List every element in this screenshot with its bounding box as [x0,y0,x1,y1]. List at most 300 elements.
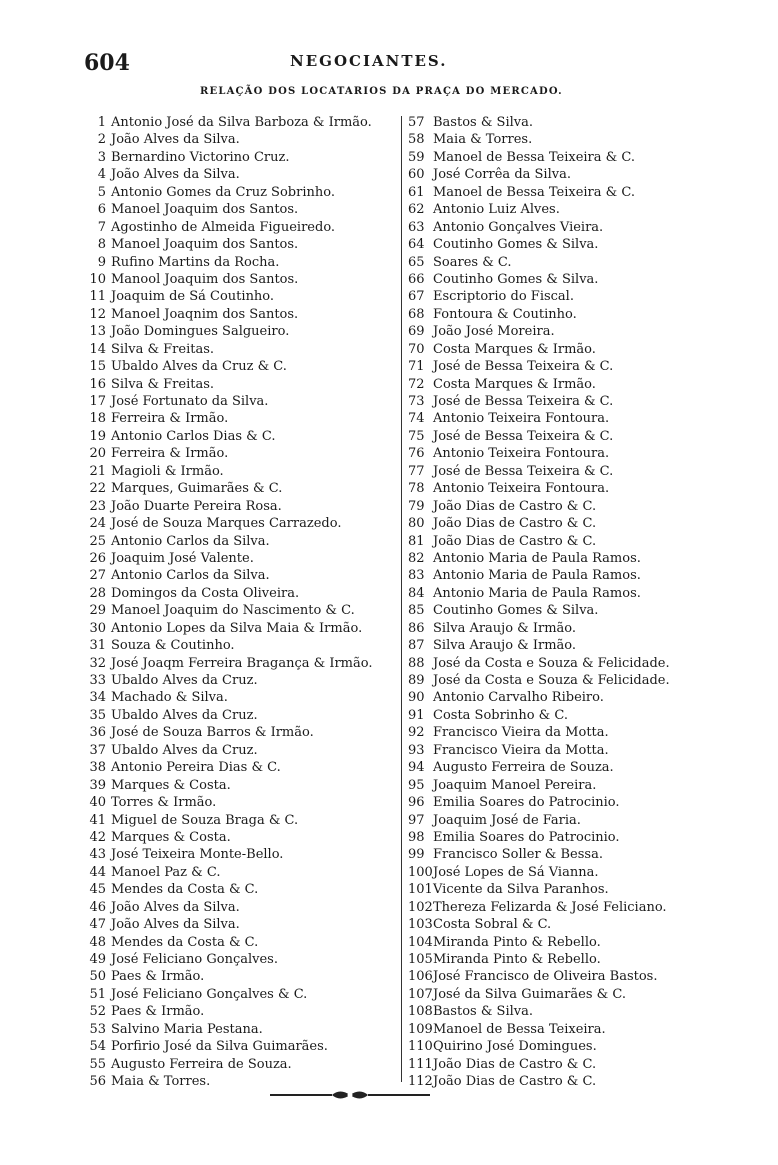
list-item [408,533,748,550]
list-item [84,288,398,305]
tenant-name: Agostinho de Almeida Figueiredo. [111,219,336,235]
list-item [408,637,748,654]
tenant-name: Antonio Carlos da Silva. [111,533,270,549]
list-item [84,376,398,393]
list-item [408,585,748,602]
tenant-name: Magioli & Irmão. [111,463,224,479]
tenant-name: Manoel Joaqnim dos Santos. [111,306,299,322]
tenant-name: Emilia Soares do Patrocinio. [433,795,620,811]
entry-number: 101 [408,882,433,898]
entry-number: 11 [89,289,106,305]
tenant-name: José de Souza Barros & Irmão. [111,725,314,741]
list-item [408,864,748,881]
entry-number: 59 [408,149,425,165]
entry-number: 76 [408,446,425,462]
entry-number: 78 [408,481,425,497]
entry-number: 39 [89,777,106,793]
entry-number: 17 [89,394,106,409]
tenant-name: Mendes da Costa & C. [111,934,259,950]
entry-number: 110 [408,1039,433,1055]
entry-number: 102 [408,899,433,915]
list-item [408,881,748,898]
entry-number: 82 [408,550,425,566]
list-item [408,201,748,218]
tenant-name: Paes & Irmão. [111,1004,205,1020]
list-item [84,201,398,218]
tenant-name: Ubaldo Alves da Cruz. [111,742,258,758]
list-item [84,986,398,1003]
list-item [84,864,398,881]
tenant-name: Antonio Teixeira Fontoura. [433,481,610,497]
entry-number: 49 [89,952,106,967]
tenant-name: José Teixeira Monte-Bello. [111,847,284,863]
list-item [84,149,398,166]
tenant-name: Manoel Joaquim do Nascimento & C. [111,603,355,619]
tenant-name: Francisco Soller & Bessa. [433,847,603,863]
tenant-name: Antonio Carlos da Silva. [111,568,270,584]
tenant-name: João Dias de Castro & C. [433,1056,597,1072]
tenant-name: José de Bessa Teixeira & C. [433,394,614,409]
list-item [84,410,398,427]
tenant-name: José de Souza Marques Carrazedo. [111,516,342,532]
entry-number: 93 [408,742,425,758]
tenant-name: José Francisco de Oliveira Bastos. [433,969,658,985]
tenant-name: Silva Araujo & Irmão. [433,638,577,654]
tenant-name: Maia & Torres. [433,132,533,148]
entry-number: 86 [408,620,425,636]
list-item [408,567,748,584]
entry-number: 24 [89,516,106,532]
running-head: NEGOCIANTES. [290,52,448,70]
tenant-name: Coutinho Gomes & Silva. [433,271,599,287]
tenant-name: José Feliciano Gonçalves. [111,952,278,967]
tenant-name: Augusto Ferreira de Souza. [433,760,614,776]
tenant-name: João Dias de Castro & C. [433,516,597,532]
list-item [408,707,748,724]
tenant-name: João Alves da Silva. [111,899,240,915]
tenant-name: Coutinho Gomes & Silva. [433,603,599,619]
entry-number: 44 [89,864,106,880]
tenant-name: Mendes da Costa & C. [111,882,259,898]
tenant-name: Costa Sobrinho & C. [433,707,569,723]
entry-number: 100 [408,864,433,880]
tenant-name: Ubaldo Alves da Cruz. [111,707,258,723]
list-item [84,934,398,951]
entry-number: 23 [89,498,106,514]
tenant-name: Antonio Teixeira Fontoura. [433,446,610,462]
list-item [84,759,398,776]
tenant-name: Costa Sobral & C. [433,917,552,933]
tenant-name: Marques & Costa. [111,777,231,793]
entry-number: 65 [408,254,425,270]
tenant-name: Manoel Joaquim dos Santos. [111,202,299,218]
entry-number: 48 [89,934,106,950]
list-item [408,777,748,794]
list-item [84,724,398,741]
entry-number: 69 [408,324,425,340]
list-item [408,149,748,166]
list-item [408,236,748,253]
list-item [408,1056,748,1073]
list-item [408,166,748,183]
entry-number: 3 [97,149,106,165]
tenant-name: Ubaldo Alves da Cruz & C. [111,359,287,375]
entry-number: 91 [408,707,425,723]
list-item [84,341,398,358]
entry-number: 14 [89,341,106,357]
list-item [84,445,398,462]
list-item [408,254,748,271]
list-item [408,899,748,916]
tenant-name: José Feliciano Gonçalves & C. [111,986,308,1002]
list-item [408,288,748,305]
entry-number: 81 [408,533,425,549]
entry-number: 47 [89,917,106,933]
tenant-name: Ferreira & Irmão. [111,446,229,462]
entry-number: 95 [408,777,425,793]
list-item [408,271,748,288]
tenant-name: José Joaqm Ferreira Bragança & Irmão. [111,655,373,671]
tenant-name: Antonio Carlos Dias & C. [111,428,276,444]
list-item [408,968,748,985]
list-item [84,306,398,323]
list-item [408,358,748,375]
list-item [84,689,398,706]
tenant-name: Domingos da Costa Oliveira. [111,585,300,601]
list-item [84,846,398,863]
entry-number: 10 [89,271,106,287]
tenant-name: Joaquim de Sá Coutinho. [111,289,275,305]
entry-number: 55 [89,1056,106,1072]
list-item [408,620,748,637]
entry-number: 30 [89,620,106,636]
entry-number: 1 [97,115,106,130]
tenant-name: Coutinho Gomes & Silva. [433,237,599,253]
entry-number: 89 [408,673,425,688]
entry-number: 92 [408,725,425,741]
tenant-name: Vicente da Silva Paranhos. [433,882,609,898]
tenant-name: João José Moreira. [433,324,555,340]
list-item [408,655,748,672]
entry-number: 70 [408,341,425,357]
tenant-name: João Domingues Salgueiro. [111,324,290,340]
tenant-name: José da Silva Guimarães & C. [433,986,626,1002]
tenant-name: Silva Araujo & Irmão. [433,620,577,636]
tenant-name: Manool Joaquim dos Santos. [111,271,299,287]
list-item [84,968,398,985]
list-item [84,829,398,846]
tenant-name: Joaquim José de Faria. [433,812,581,828]
list-item [84,1021,398,1038]
list-item [408,689,748,706]
list-item [408,131,748,148]
list-item [84,166,398,183]
list-subtitle: RELAÇÃO DOS LOCATARIOS DA PRAÇA DO MERCADO. [200,86,563,97]
entry-number: 8 [97,237,106,253]
tenant-name: João Dias de Castro & C. [433,498,597,514]
tenant-name: Manoel de Bessa Teixeira. [433,1021,606,1037]
entry-number: 104 [408,934,433,950]
list-item [84,533,398,550]
entry-number: 61 [408,184,425,200]
tenant-name: Antonio Lopes da Silva Maia & Irmão. [111,620,363,636]
entry-number: 40 [89,795,106,811]
entry-number: 77 [408,463,425,479]
entry-number: 75 [408,428,425,444]
entry-number: 42 [89,829,106,845]
list-item [84,672,398,689]
entry-number: 9 [97,254,106,270]
entry-number: 2 [97,132,106,148]
tenant-name: José Corrêa da Silva. [433,167,571,183]
list-item [84,498,398,515]
list-item [408,480,748,497]
list-item [84,428,398,445]
list-item [84,184,398,201]
entry-number: 71 [408,359,425,375]
tenant-name: Francisco Vieira da Motta. [433,725,609,741]
entry-number: 57 [408,115,425,130]
tenant-name: Machado & Silva. [111,690,228,706]
list-item [84,585,398,602]
entry-number: 37 [89,742,106,758]
entry-number: 31 [89,638,106,654]
entry-number: 58 [408,132,425,148]
entry-number: 112 [408,1074,433,1090]
list-item [84,899,398,916]
list-item [408,934,748,951]
tenant-name: José de Bessa Teixeira & C. [433,359,614,375]
tenant-list-right [408,114,748,1091]
list-item [84,916,398,933]
list-item [408,341,748,358]
entry-number: 74 [408,411,425,427]
entry-number: 83 [408,568,425,584]
entry-number: 67 [408,289,425,305]
list-item [84,602,398,619]
entry-number: 72 [408,376,425,392]
entry-number: 109 [408,1021,433,1037]
list-item [408,846,748,863]
tenant-name: Rufino Martins da Rocha. [111,254,280,270]
list-item [84,254,398,271]
entry-number: 12 [89,306,106,322]
list-item [408,602,748,619]
list-item [408,759,748,776]
entry-number: 28 [89,585,106,601]
entry-number: 19 [89,428,106,444]
entry-number: 16 [89,376,106,392]
list-item [408,445,748,462]
entry-number: 51 [89,986,106,1002]
entry-number: 97 [408,812,425,828]
tenant-name: Antonio Pereira Dias & C. [111,760,281,776]
list-item [408,114,748,131]
tenant-name: Escriptorio do Fiscal. [433,289,574,305]
tenant-name: Bernardino Victorino Cruz. [111,149,290,165]
tenant-name: Bastos & Silva. [433,1004,533,1020]
entry-number: 63 [408,219,425,235]
tenant-name: Silva & Freitas. [111,376,215,392]
tenant-name: Marques & Costa. [111,829,231,845]
entry-number: 18 [89,411,106,427]
tenant-name: José da Costa e Souza & Felicidade. [433,655,670,671]
list-item [84,323,398,340]
list-item [408,410,748,427]
list-item [84,463,398,480]
entry-number: 34 [89,690,106,706]
list-item [408,376,748,393]
entry-number: 7 [97,219,106,235]
list-item [84,358,398,375]
tenant-name: Antonio Gomes da Cruz Sobrinho. [111,184,335,200]
list-item [84,1003,398,1020]
list-item [84,567,398,584]
list-item [408,724,748,741]
tenant-name: Emilia Soares do Patrocinio. [433,829,620,845]
entry-number: 106 [408,969,433,985]
tenant-name: João Duarte Pereira Rosa. [111,498,282,514]
entry-number: 33 [89,673,106,688]
entry-number: 13 [89,324,106,340]
list-item [408,794,748,811]
tenant-name: Ubaldo Alves da Cruz. [111,673,258,688]
tenant-name: José da Costa e Souza & Felicidade. [433,673,670,688]
column-divider [401,116,402,1082]
list-item [408,306,748,323]
list-item [84,881,398,898]
entry-number: 21 [89,463,106,479]
entry-number: 96 [408,795,425,811]
list-item [408,1021,748,1038]
entry-number: 88 [408,655,425,671]
list-item [84,393,398,410]
tenant-name: Soares & C. [433,254,512,270]
entry-number: 53 [89,1021,106,1037]
list-item [408,986,748,1003]
entry-number: 26 [89,550,106,566]
tenant-name: Salvino Maria Pestana. [111,1021,263,1037]
list-item [84,812,398,829]
entry-number: 22 [89,481,106,497]
list-item [408,393,748,410]
entry-number: 20 [89,446,106,462]
entry-number: 6 [97,202,106,218]
tenant-name: Miranda Pinto & Rebello. [433,934,601,950]
list-item [408,428,748,445]
tenant-name: Antonio Maria de Paula Ramos. [433,568,641,584]
entry-number: 41 [89,812,106,828]
tenant-name: José Lopes de Sá Vianna. [433,864,599,880]
list-item [408,951,748,968]
tenant-name: Antonio Luiz Alves. [433,202,560,218]
list-item [84,114,398,131]
tenant-name: Joaquim Manoel Pereira. [433,777,597,793]
tenant-name: Costa Marques & Irmão. [433,376,596,392]
list-item [408,829,748,846]
list-item [84,236,398,253]
tenant-name: Torres & Irmão. [111,795,217,811]
list-item [408,672,748,689]
list-item [84,131,398,148]
list-item [84,777,398,794]
tenant-name: João Dias de Castro & C. [433,533,597,549]
entry-number: 50 [89,969,106,985]
tenant-name: João Dias de Castro & C. [433,1074,597,1090]
entry-number: 5 [97,184,106,200]
list-item [84,742,398,759]
tenant-name: Manoel de Bessa Teixeira & C. [433,184,635,200]
entry-number: 66 [408,271,425,287]
tenant-name: José Fortunato da Silva. [111,394,269,409]
entry-number: 54 [89,1039,106,1055]
entry-number: 105 [408,952,433,967]
tenant-name: Miranda Pinto & Rebello. [433,952,601,967]
tenant-name: Antonio Gonçalves Vieira. [433,219,604,235]
entry-number: 15 [89,359,106,375]
entry-number: 38 [89,760,106,776]
entry-number: 32 [89,655,106,671]
tenant-name: Antonio José da Silva Barboza & Irmão. [111,115,372,130]
tenant-name: Joaquim José Valente. [111,550,254,566]
tenant-name: Antonio Teixeira Fontoura. [433,411,610,427]
list-item [84,620,398,637]
entry-number: 84 [408,585,425,601]
list-item [84,707,398,724]
list-item [84,1038,398,1055]
tenant-list-left [84,114,398,1091]
list-item [408,184,748,201]
tenant-name: Costa Marques & Irmão. [433,341,596,357]
tenant-name: Manoel Paz & C. [111,864,221,880]
tenant-name: Thereza Felizarda & José Feliciano. [433,899,667,915]
tenant-name: Quirino José Domingues. [433,1039,597,1055]
list-item [408,916,748,933]
entry-number: 27 [89,568,106,584]
entry-number: 73 [408,394,425,409]
tenant-name: Porfirio José da Silva Guimarães. [111,1039,328,1055]
tenant-name: João Alves da Silva. [111,132,240,148]
ornament-rule [270,1088,430,1102]
entry-number: 85 [408,603,425,619]
tenant-name: Bastos & Silva. [433,115,533,130]
tenant-name: Manoel de Bessa Teixeira & C. [433,149,635,165]
entry-number: 60 [408,167,425,183]
entry-number: 43 [89,847,106,863]
entry-number: 46 [89,899,106,915]
list-item [84,655,398,672]
list-item [408,1003,748,1020]
page-number: 604 [84,50,130,76]
tenant-name: Augusto Ferreira de Souza. [111,1056,292,1072]
entry-number: 62 [408,202,425,218]
list-item [408,463,748,480]
entry-number: 52 [89,1004,106,1020]
entry-number: 4 [97,167,106,183]
tenant-name: Paes & Irmão. [111,969,205,985]
entry-number: 25 [89,533,106,549]
list-item [408,1038,748,1055]
list-item [408,515,748,532]
tenant-name: Miguel de Souza Braga & C. [111,812,299,828]
tenant-name: Silva & Freitas. [111,341,215,357]
entry-number: 111 [408,1056,433,1072]
tenant-name: José de Bessa Teixeira & C. [433,428,614,444]
list-item [408,1073,748,1090]
entry-number: 107 [408,986,433,1002]
entry-number: 35 [89,707,106,723]
tenant-name: Marques, Guimarães & C. [111,481,283,497]
